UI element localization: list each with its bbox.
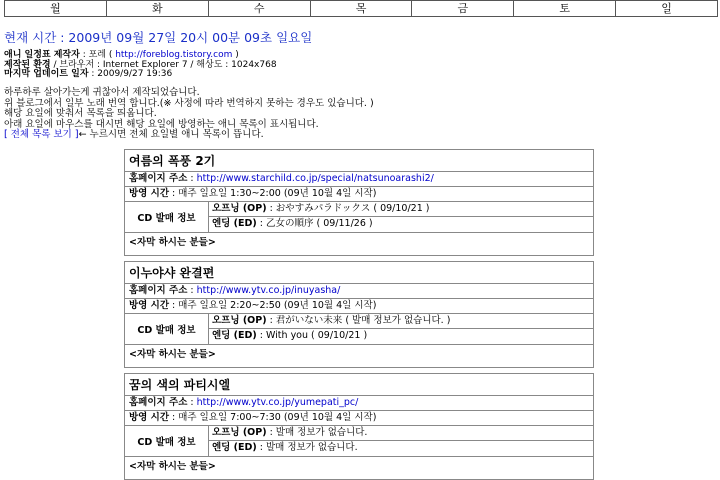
day-tab-sun[interactable]: 일: [661, 2, 672, 15]
separator: :: [187, 397, 197, 408]
show-title: 여름의 폭풍 2기: [125, 150, 593, 172]
airtime-label: 방영 시간: [129, 188, 170, 199]
op-value: : 君がいない未来 ( 발매 정보가 없습니다. ): [266, 315, 451, 326]
meta-info: [4, 51, 277, 80]
homepage-link[interactable]: http://www.starchild.co.jp/special/natsunoarashi2/: [196, 173, 434, 184]
update-label: 마지막 업데이트 일자: [4, 69, 89, 79]
day-tabs: [4, 0, 718, 17]
intro-line: 해당 요일에 맞춰서 목록을 띄웁니다.: [4, 108, 157, 119]
day-tab-wed[interactable]: 수: [209, 1, 311, 16]
ed-label: 엔딩 (ED): [212, 218, 257, 229]
cd-info-label: CD 발매 정보: [125, 314, 209, 344]
update-value: : 2009/9/27 19:36: [88, 69, 173, 79]
op-value: : おやすみパラドックス ( 09/10/21 ): [266, 203, 430, 214]
creator-label: 애니 일정표 제작자: [4, 50, 80, 60]
day-tab-tue[interactable]: 화: [107, 1, 209, 16]
env-label: 제작된 환경: [4, 59, 51, 70]
intro-line: 아래 요일에 마우스를 대시면 해당 요일에 방영하는 애니 목록이 표시됩니다.: [4, 118, 319, 130]
op-label: 오프닝 (OP): [212, 427, 267, 438]
fansub-heading: <자막 하시는 분들>: [129, 349, 216, 360]
day-tab-mon[interactable]: 월: [5, 1, 107, 16]
full-list-hint: ← 누르시면 전체 요일별 애니 목록이 뜹니다.: [78, 129, 264, 140]
show-title: 꿈의 색의 파티시엘: [125, 374, 593, 396]
creator-value: : 포레 (: [79, 50, 116, 60]
fansub-heading: <자막 하시는 분들>: [129, 237, 216, 248]
homepage-label: 홈페이지 주소: [129, 397, 188, 408]
homepage-label: 홈페이지 주소: [129, 285, 188, 296]
airtime-value: : 매주 일요일 1:30~2:00 (09년 10월 4일 시작): [169, 188, 377, 199]
op-label: 오프닝 (OP): [212, 203, 267, 214]
op-value: : 발매 정보가 없습니다.: [266, 427, 368, 438]
show-title: 이누야샤 완결편: [125, 262, 593, 284]
show-card: [124, 261, 594, 368]
separator: :: [187, 173, 197, 184]
day-tab-thu[interactable]: 목: [311, 1, 413, 16]
intro-line: 하루하루 살아가는게 귀찮아서 제작되었습니다.: [4, 87, 200, 98]
airtime-value: : 매주 일요일 7:00~7:30 (09년 10월 4일 시작): [169, 412, 377, 423]
homepage-label: 홈페이지 주소: [129, 173, 188, 184]
ed-value: : 乙女の順序 ( 09/11/26 ): [256, 218, 373, 229]
homepage-link[interactable]: http://www.ytv.co.jp/yumepati_pc/: [196, 397, 359, 408]
day-tab-fri[interactable]: 금: [412, 1, 514, 16]
ed-label: 엔딩 (ED): [212, 442, 257, 453]
airtime-value: : 매주 일요일 2:20~2:50 (09년 10월 4일 시작): [169, 300, 377, 311]
intro-text: [4, 88, 374, 141]
ed-label: 엔딩 (ED): [212, 330, 257, 341]
fansub-heading: <자막 하시는 분들>: [129, 461, 216, 472]
env-value: / 브라우저 : Internet Explorer 7 / 해상도 : 1024x768: [50, 59, 277, 70]
creator-tail: ): [232, 50, 239, 60]
airtime-label: 방영 시간: [129, 412, 170, 423]
airtime-label: 방영 시간: [129, 300, 170, 311]
intro-line: 위 블로그에서 일부 노래 번역 합니다.(※ 사정에 따라 번역하지 못하는 경우도 있습니다. ): [4, 97, 374, 109]
homepage-link[interactable]: http://www.ytv.co.jp/inuyasha/: [196, 285, 341, 296]
ed-value: : 발매 정보가 없습니다.: [256, 442, 358, 453]
current-time: 현재 시간 : 2009년 09월 27일 20시 00분 09초 일요일: [4, 30, 313, 45]
separator: :: [187, 285, 197, 296]
cd-info-label: CD 발매 정보: [125, 426, 209, 456]
day-tab-sat[interactable]: 토: [514, 1, 616, 16]
ed-value: : With you ( 09/10/21 ): [256, 330, 368, 341]
creator-blog-link[interactable]: http://foreblog.tistory.com: [115, 50, 233, 60]
cd-info-label: CD 발매 정보: [125, 202, 209, 232]
op-label: 오프닝 (OP): [212, 315, 267, 326]
full-list-link[interactable]: [ 전체 목록 보기 ]: [4, 129, 79, 140]
show-card: [124, 149, 594, 256]
